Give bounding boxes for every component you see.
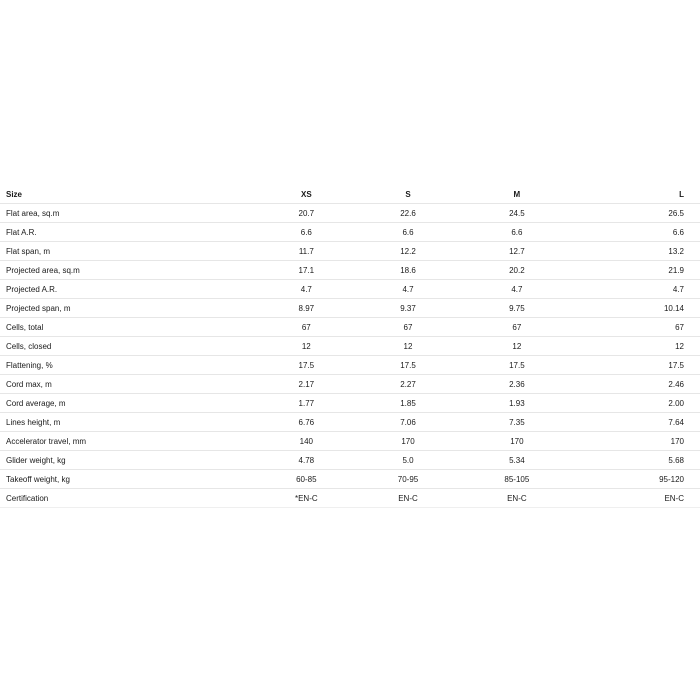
cell-l: 10.14 <box>573 299 700 318</box>
cell-xs: 11.7 <box>258 242 355 261</box>
cell-s: 70-95 <box>355 470 461 489</box>
table-row <box>0 223 700 242</box>
cell-m: 6.6 <box>461 223 572 242</box>
cell-m: 85-105 <box>461 470 572 489</box>
cell-s: 17.5 <box>355 356 461 375</box>
table-row <box>0 489 700 508</box>
cell-m: EN-C <box>461 489 572 508</box>
row-label: Projected span, m <box>0 299 258 318</box>
cell-s: 170 <box>355 432 461 451</box>
row-label: Projected area, sq.m <box>0 261 258 280</box>
table-row <box>0 204 700 223</box>
header-xs: XS <box>258 185 355 204</box>
row-label: Glider weight, kg <box>0 451 258 470</box>
cell-m: 1.93 <box>461 394 572 413</box>
cell-m: 17.5 <box>461 356 572 375</box>
cell-s: 12.2 <box>355 242 461 261</box>
header-size: Size <box>0 185 258 204</box>
row-label: Projected A.R. <box>0 280 258 299</box>
cell-l: 170 <box>573 432 700 451</box>
cell-m: 12.7 <box>461 242 572 261</box>
row-label: Cells, closed <box>0 337 258 356</box>
cell-m: 5.34 <box>461 451 572 470</box>
cell-m: 2.36 <box>461 375 572 394</box>
cell-l: 2.00 <box>573 394 700 413</box>
table-row <box>0 356 700 375</box>
cell-l: 21.9 <box>573 261 700 280</box>
cell-s: 1.85 <box>355 394 461 413</box>
table-row <box>0 299 700 318</box>
cell-l: 5.68 <box>573 451 700 470</box>
spec-table <box>0 185 700 508</box>
row-label: Lines height, m <box>0 413 258 432</box>
row-label: Flat A.R. <box>0 223 258 242</box>
cell-m: 7.35 <box>461 413 572 432</box>
cell-l: 2.46 <box>573 375 700 394</box>
cell-l: 17.5 <box>573 356 700 375</box>
table-row <box>0 394 700 413</box>
cell-xs: 12 <box>258 337 355 356</box>
cell-l: 26.5 <box>573 204 700 223</box>
table-row <box>0 413 700 432</box>
cell-xs: 8.97 <box>258 299 355 318</box>
cell-s: 18.6 <box>355 261 461 280</box>
cell-m: 24.5 <box>461 204 572 223</box>
cell-m: 12 <box>461 337 572 356</box>
table-row <box>0 470 700 489</box>
table-row <box>0 318 700 337</box>
cell-s: 5.0 <box>355 451 461 470</box>
cell-xs: 60-85 <box>258 470 355 489</box>
cell-xs: 67 <box>258 318 355 337</box>
cell-xs: 1.77 <box>258 394 355 413</box>
cell-m: 20.2 <box>461 261 572 280</box>
table-row <box>0 451 700 470</box>
cell-xs: 140 <box>258 432 355 451</box>
row-label: Cord average, m <box>0 394 258 413</box>
header-m: M <box>461 185 572 204</box>
cell-s: EN-C <box>355 489 461 508</box>
cell-s: 2.27 <box>355 375 461 394</box>
cell-s: 6.6 <box>355 223 461 242</box>
cell-l: 7.64 <box>573 413 700 432</box>
cell-m: 9.75 <box>461 299 572 318</box>
cell-l: 6.6 <box>573 223 700 242</box>
spec-table-body <box>0 204 700 508</box>
row-label: Cells, total <box>0 318 258 337</box>
cell-s: 4.7 <box>355 280 461 299</box>
cell-l: EN-C <box>573 489 700 508</box>
cell-xs: 20.7 <box>258 204 355 223</box>
header-row <box>0 185 700 204</box>
cell-xs: 4.78 <box>258 451 355 470</box>
cell-s: 9.37 <box>355 299 461 318</box>
cell-xs: *EN-C <box>258 489 355 508</box>
cell-xs: 2.17 <box>258 375 355 394</box>
cell-s: 22.6 <box>355 204 461 223</box>
cell-l: 12 <box>573 337 700 356</box>
cell-l: 67 <box>573 318 700 337</box>
table-row <box>0 432 700 451</box>
spec-table-header <box>0 185 700 204</box>
cell-xs: 6.6 <box>258 223 355 242</box>
table-row <box>0 337 700 356</box>
cell-l: 4.7 <box>573 280 700 299</box>
cell-xs: 4.7 <box>258 280 355 299</box>
row-label: Takeoff weight, kg <box>0 470 258 489</box>
row-label: Certification <box>0 489 258 508</box>
cell-xs: 17.5 <box>258 356 355 375</box>
header-l: L <box>573 185 700 204</box>
cell-s: 67 <box>355 318 461 337</box>
table-row <box>0 375 700 394</box>
cell-l: 95-120 <box>573 470 700 489</box>
cell-l: 13.2 <box>573 242 700 261</box>
cell-s: 7.06 <box>355 413 461 432</box>
row-label: Flat area, sq.m <box>0 204 258 223</box>
row-label: Flattening, % <box>0 356 258 375</box>
row-label: Accelerator travel, mm <box>0 432 258 451</box>
cell-m: 4.7 <box>461 280 572 299</box>
table-row <box>0 261 700 280</box>
cell-xs: 17.1 <box>258 261 355 280</box>
table-row <box>0 280 700 299</box>
cell-xs: 6.76 <box>258 413 355 432</box>
table-row <box>0 242 700 261</box>
header-s: S <box>355 185 461 204</box>
row-label: Flat span, m <box>0 242 258 261</box>
cell-s: 12 <box>355 337 461 356</box>
row-label: Cord max, m <box>0 375 258 394</box>
cell-m: 67 <box>461 318 572 337</box>
cell-m: 170 <box>461 432 572 451</box>
